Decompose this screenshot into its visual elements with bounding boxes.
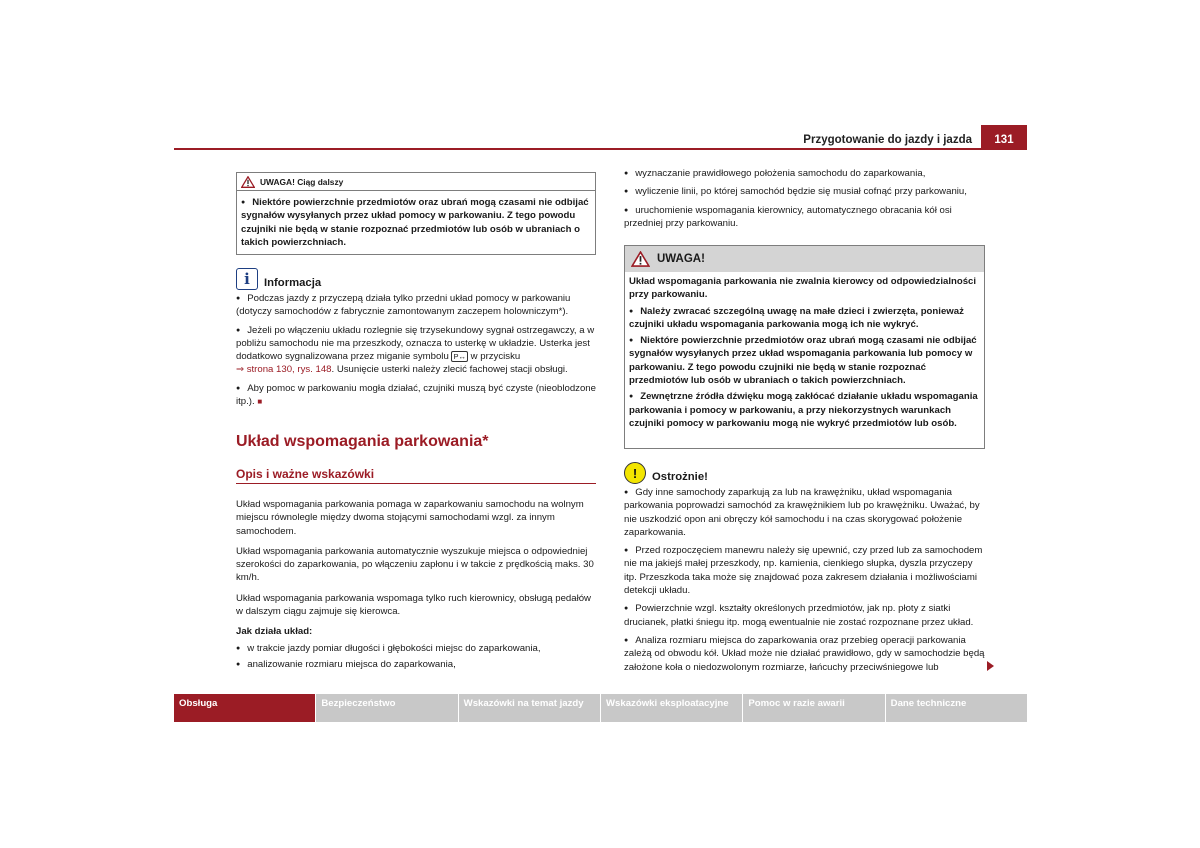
warning-triangle-icon xyxy=(241,176,255,188)
warning-intro: Układ wspomagania parkowania nie zwalnia kierowcy od odpowiedzialności przy parkowaniu. xyxy=(629,276,977,301)
info-bullet-2: ● Jeżeli po włączeniu układu rozlegnie się trzysekundowy sygnał ostrzegawczy, a w pobliżu samochodu nie ma przeszkody, oznacza to usterkę w układzie. Usterka jest dodatkowo sygnalizowana przez miganie symbolu P↔ w przycisku ⇒ strona 130, rys. 148. Usunięcie usterki należy zlecić fachowej stacji obsługi. xyxy=(236,324,596,377)
end-mark: ■ xyxy=(257,397,263,407)
section-paragraph-1: Układ wspomagania parkowania pomaga w zaparkowaniu samochodu na wolnym miejscu równolegle między dwoma stojącymi samochodami wzgl. za innym samochodem. xyxy=(236,499,584,537)
section-paragraph-2: Układ wspomagania parkowania automatycznie wyszukuje miejsca o odpowiedniej szerokości do zaparkowania, po włączeniu zapłonu i w takcie z prędkością maks. 30 km/h. xyxy=(236,545,594,584)
caution-bullet-4: ● Analiza rozmiaru miejsca do zaparkowania oraz przebieg operacji parkowania zależą od obwodu kół. Układ może nie działać prawidłowo, gdy w samochodzie będą założone koła o niedozwolonym rozmiarze, łańcuchy przeciwśniegowe lub xyxy=(624,634,986,674)
tab-obsluga[interactable]: Obsługa xyxy=(174,694,315,722)
continued-warning-box xyxy=(236,172,596,255)
info-bullet-3: ● Aby pomoc w parkowaniu mogła działać, czujniki muszą być czyste (nieoblodzone itp.). ■ xyxy=(236,382,596,409)
page-number: 131 xyxy=(981,125,1027,149)
warning-title: UWAGA! xyxy=(657,253,705,265)
caution-note xyxy=(624,462,986,679)
subsection-rule xyxy=(236,483,596,484)
page-reference-link[interactable]: ⇒ strona 130, rys. 148 xyxy=(236,364,332,376)
warning-triangle-icon xyxy=(631,251,650,267)
warning-bullet-2: ● Niektóre powierzchnie przedmiotów oraz ubrań mogą czasami nie odbijać sygnałów wysyłanych przez układ wspomagania parkowania lub pomocy w parkowaniu. Z tego powodu czujniki nie będą w stanie rozpoznać przedmiotów lub osób w ubraniach o takich powierzchniach. xyxy=(629,334,980,387)
section-title: Układ wspomagania parkowania* xyxy=(236,433,489,450)
chapter-nav xyxy=(174,694,1027,722)
how-list-continued xyxy=(624,167,986,235)
caution-exclamation-icon: ! xyxy=(624,462,646,484)
header-rule xyxy=(174,148,1027,150)
continue-arrow-icon xyxy=(987,661,994,671)
tab-pomoc-awarii[interactable]: Pomoc w razie awarii xyxy=(743,694,884,722)
continued-warning-text: ● Niektóre powierzchnie przedmiotów oraz ubrań mogą czasami nie odbijać sygnałów wysyłanych przez układ pomocy w parkowaniu. Z tego powodu czujniki nie będą w stanie rozpoznać przedmiotów lub osób w ubraniach o takich powierzchniach. xyxy=(241,196,591,249)
tab-wskazowki-eksploatacyjne[interactable]: Wskazówki eksploatacyjne xyxy=(601,694,742,722)
running-header-title: Przygotowanie do jazdy i jazda xyxy=(803,134,972,146)
tab-dane-techniczne[interactable]: Dane techniczne xyxy=(886,694,1027,722)
tab-wskazowki-jazdy[interactable]: Wskazówki na temat jazdy xyxy=(459,694,600,722)
subsection-title: Opis i ważne wskazówki xyxy=(236,467,375,481)
info-title: Informacja xyxy=(264,277,322,289)
how-item-3: ● wyznaczanie prawidłowego położenia samochodu do zaparkowania, xyxy=(624,167,986,180)
info-icon: i xyxy=(236,268,258,290)
caution-title: Ostrożnie! xyxy=(652,471,708,483)
caution-bullet-1: ● Gdy inne samochody zaparkują za lub na krawężniku, układ wspomagania parkowania poprowadzi samochód za krawężnikiem lub po krawężniku. Uważać, by nie uszkodzić opon ani obręczy kół samochodu i na czas skorygować położenie zaparkowania. xyxy=(624,486,986,539)
warning-box xyxy=(624,245,985,449)
tab-bezpieczenstwo[interactable]: Bezpieczeństwo xyxy=(316,694,457,722)
how-item-1: ● w trakcie jazdy pomiar długości i głębokości miejsc do zaparkowania, xyxy=(236,642,596,655)
section-paragraph-3: Układ wspomagania parkowania wspomaga tylko ruch kierownicy, obsługą pedałów w dalszym ciągu zajmuje się kierowca. xyxy=(236,592,591,618)
how-item-4: ● wyliczenie linii, po której samochód będzie się musiał cofnąć przy parkowaniu, xyxy=(624,185,986,198)
warning-bullet-1: ● Należy zwracać szczególną uwagę na małe dzieci i zwierzęta, ponieważ czujniki układu wspomagania parkowania mogą ich nie wykryć. xyxy=(629,305,980,332)
warning-header xyxy=(625,246,984,272)
info-bullet-1: ● Podczas jazdy z przyczepą działa tylko przedni układ pomocy w parkowaniu (dotyczy samochodów z fabrycznie zamontowanym zaczepem holowniczym*). xyxy=(236,292,596,319)
parking-symbol: P↔ xyxy=(453,352,466,362)
how-item-5: ● uruchomienie wspomagania kierownicy, automatycznego obracania kół osi przedniej przy parkowaniu. xyxy=(624,204,986,231)
section-body xyxy=(236,498,596,676)
caution-bullet-2: ● Przed rozpoczęciem manewru należy się upewnić, czy przed lub za samochodem nie ma jakiejś małej przeszkody, np. kamienia, cienkiego słupka, dyszla przyczepy itp. Przeszkoda taka może się znajdować poza zakresem działania i możliwościami detekcji układu. xyxy=(624,544,986,597)
caution-bullet-3: ● Powierzchnie wzgl. kształty określonych przedmiotów, jak np. płoty z siatki drucianek, płatki śniegu itp. mogą ewentualnie nie zostać rozpoznane przez układ. xyxy=(624,602,986,629)
how-item-2: ● analizowanie rozmiaru miejsca do zaparkowania, xyxy=(236,658,596,671)
continued-warning-label: UWAGA! Ciąg dalszy xyxy=(260,176,344,187)
warning-bullet-3: ● Zewnętrzne źródła dźwięku mogą zakłócać działanie układu wspomagania parkowania i pomocy w parkowaniu, a przy niekorzystnych warunkach czujniki pomocy w parkowaniu mogą nie wykryć przedmiotów lub osób. xyxy=(629,390,980,430)
info-note xyxy=(236,268,596,413)
continued-warning-header xyxy=(237,173,595,191)
how-it-works-title: Jak działa układ: xyxy=(236,626,313,638)
